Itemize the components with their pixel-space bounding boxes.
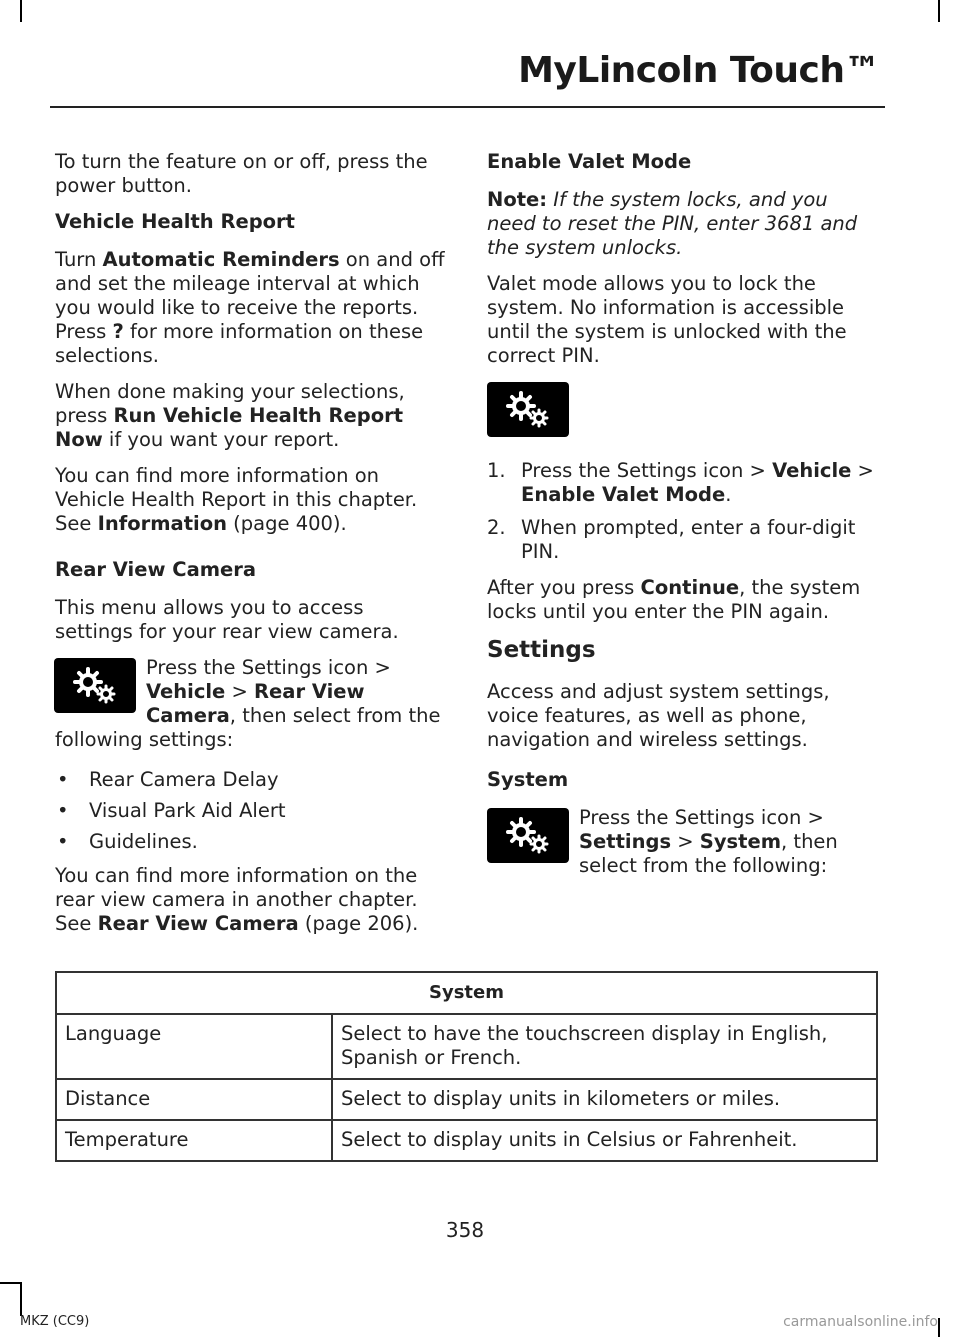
settings-paragraph: Access and adjust system settings, voice features, as well as phone, navigation and wireless settings. xyxy=(487,680,830,751)
settings-heading: Settings xyxy=(487,637,596,663)
system-paragraph: Press the Settings icon > Settings > System, then select from the following: xyxy=(487,806,879,878)
left-column xyxy=(55,150,447,948)
rvc-paragraph-2: Press the Settings icon > Vehicle > Rear View Camera, then select from the following settings: xyxy=(55,656,441,751)
model-code: MKZ (CC9) xyxy=(20,1314,90,1329)
crop-mark xyxy=(938,1318,940,1337)
header-rule xyxy=(50,106,885,108)
settings-icon xyxy=(487,382,569,437)
system-settings-table xyxy=(55,971,878,1162)
right-column xyxy=(487,150,879,890)
enable-valet-mode-heading: Enable Valet Mode xyxy=(487,150,692,173)
rvc-paragraph-1: This menu allows you to access settings for your rear view camera. xyxy=(55,596,399,643)
list-item: • Rear Camera Delay xyxy=(55,768,447,792)
table-header: System xyxy=(56,972,877,1014)
vhr-paragraph-3: You can find more information on Vehicle Health Report in this chapter. See Information (page 400). xyxy=(55,464,418,535)
table-row xyxy=(56,1079,877,1120)
crop-mark xyxy=(20,0,22,22)
page-header-title: MyLincoln Touch™ xyxy=(518,50,880,91)
crop-mark xyxy=(0,1282,22,1284)
rvc-paragraph-3: You can find more information on the rear view camera in another chapter. See Rear View Camera (page 206). xyxy=(55,864,419,935)
list-item: • Guidelines. xyxy=(55,830,447,854)
power-paragraph: To turn the feature on or off, press the power button. xyxy=(55,150,428,197)
valet-paragraph-2: After you press Continue, the system locks until you enter the PIN again. xyxy=(487,576,861,623)
crop-mark xyxy=(938,0,940,22)
table-cell-name: Temperature xyxy=(56,1120,332,1161)
list-item: 1. Press the Settings icon > Vehicle > Enable Valet Mode. xyxy=(487,459,874,506)
table-row xyxy=(56,1014,877,1079)
table-cell-name: Language xyxy=(56,1014,332,1079)
table-cell-name: Distance xyxy=(56,1079,332,1120)
rear-view-camera-link[interactable]: Rear View Camera xyxy=(97,912,299,935)
information-link[interactable]: Information xyxy=(97,512,227,535)
crop-mark xyxy=(20,1282,22,1316)
table-cell-desc: Select to have the touchscreen display in English, Spanish or French. xyxy=(332,1014,877,1079)
vhr-paragraph-2: When done making your selections, press Run Vehicle Health Report Now if you want your report. xyxy=(55,380,405,451)
system-heading: System xyxy=(487,768,569,791)
rear-camera-settings-list xyxy=(55,768,447,854)
table-cell-desc: Select to display units in kilometers or miles. xyxy=(332,1079,877,1120)
list-item: • Visual Park Aid Alert xyxy=(55,799,447,823)
settings-icon xyxy=(54,658,136,713)
rear-view-camera-heading: Rear View Camera xyxy=(55,558,257,581)
table-cell-desc: Select to display units in Celsius or Fahrenheit. xyxy=(332,1120,877,1161)
vehicle-health-report-heading: Vehicle Health Report xyxy=(55,210,295,233)
page-number: 358 xyxy=(445,1218,485,1242)
watermark: carmanualsonline.info xyxy=(783,1314,938,1330)
table-row xyxy=(56,1120,877,1161)
valet-steps-list xyxy=(487,459,879,564)
list-item: 2. When prompted, enter a four-digit PIN. xyxy=(487,516,856,563)
settings-icon xyxy=(487,808,569,863)
valet-paragraph-1: Valet mode allows you to lock the system. No information is accessible until the system is unlocked with the correct PIN. xyxy=(487,272,847,367)
vhr-paragraph-1: Turn Automatic Reminders on and off and set the mileage interval at which you would like to receive the reports. Press ? for more information on these selections. xyxy=(55,248,445,367)
valet-note: Note: If the system locks, and you need to reset the PIN, enter 3681 and the system unlocks. xyxy=(487,188,858,259)
